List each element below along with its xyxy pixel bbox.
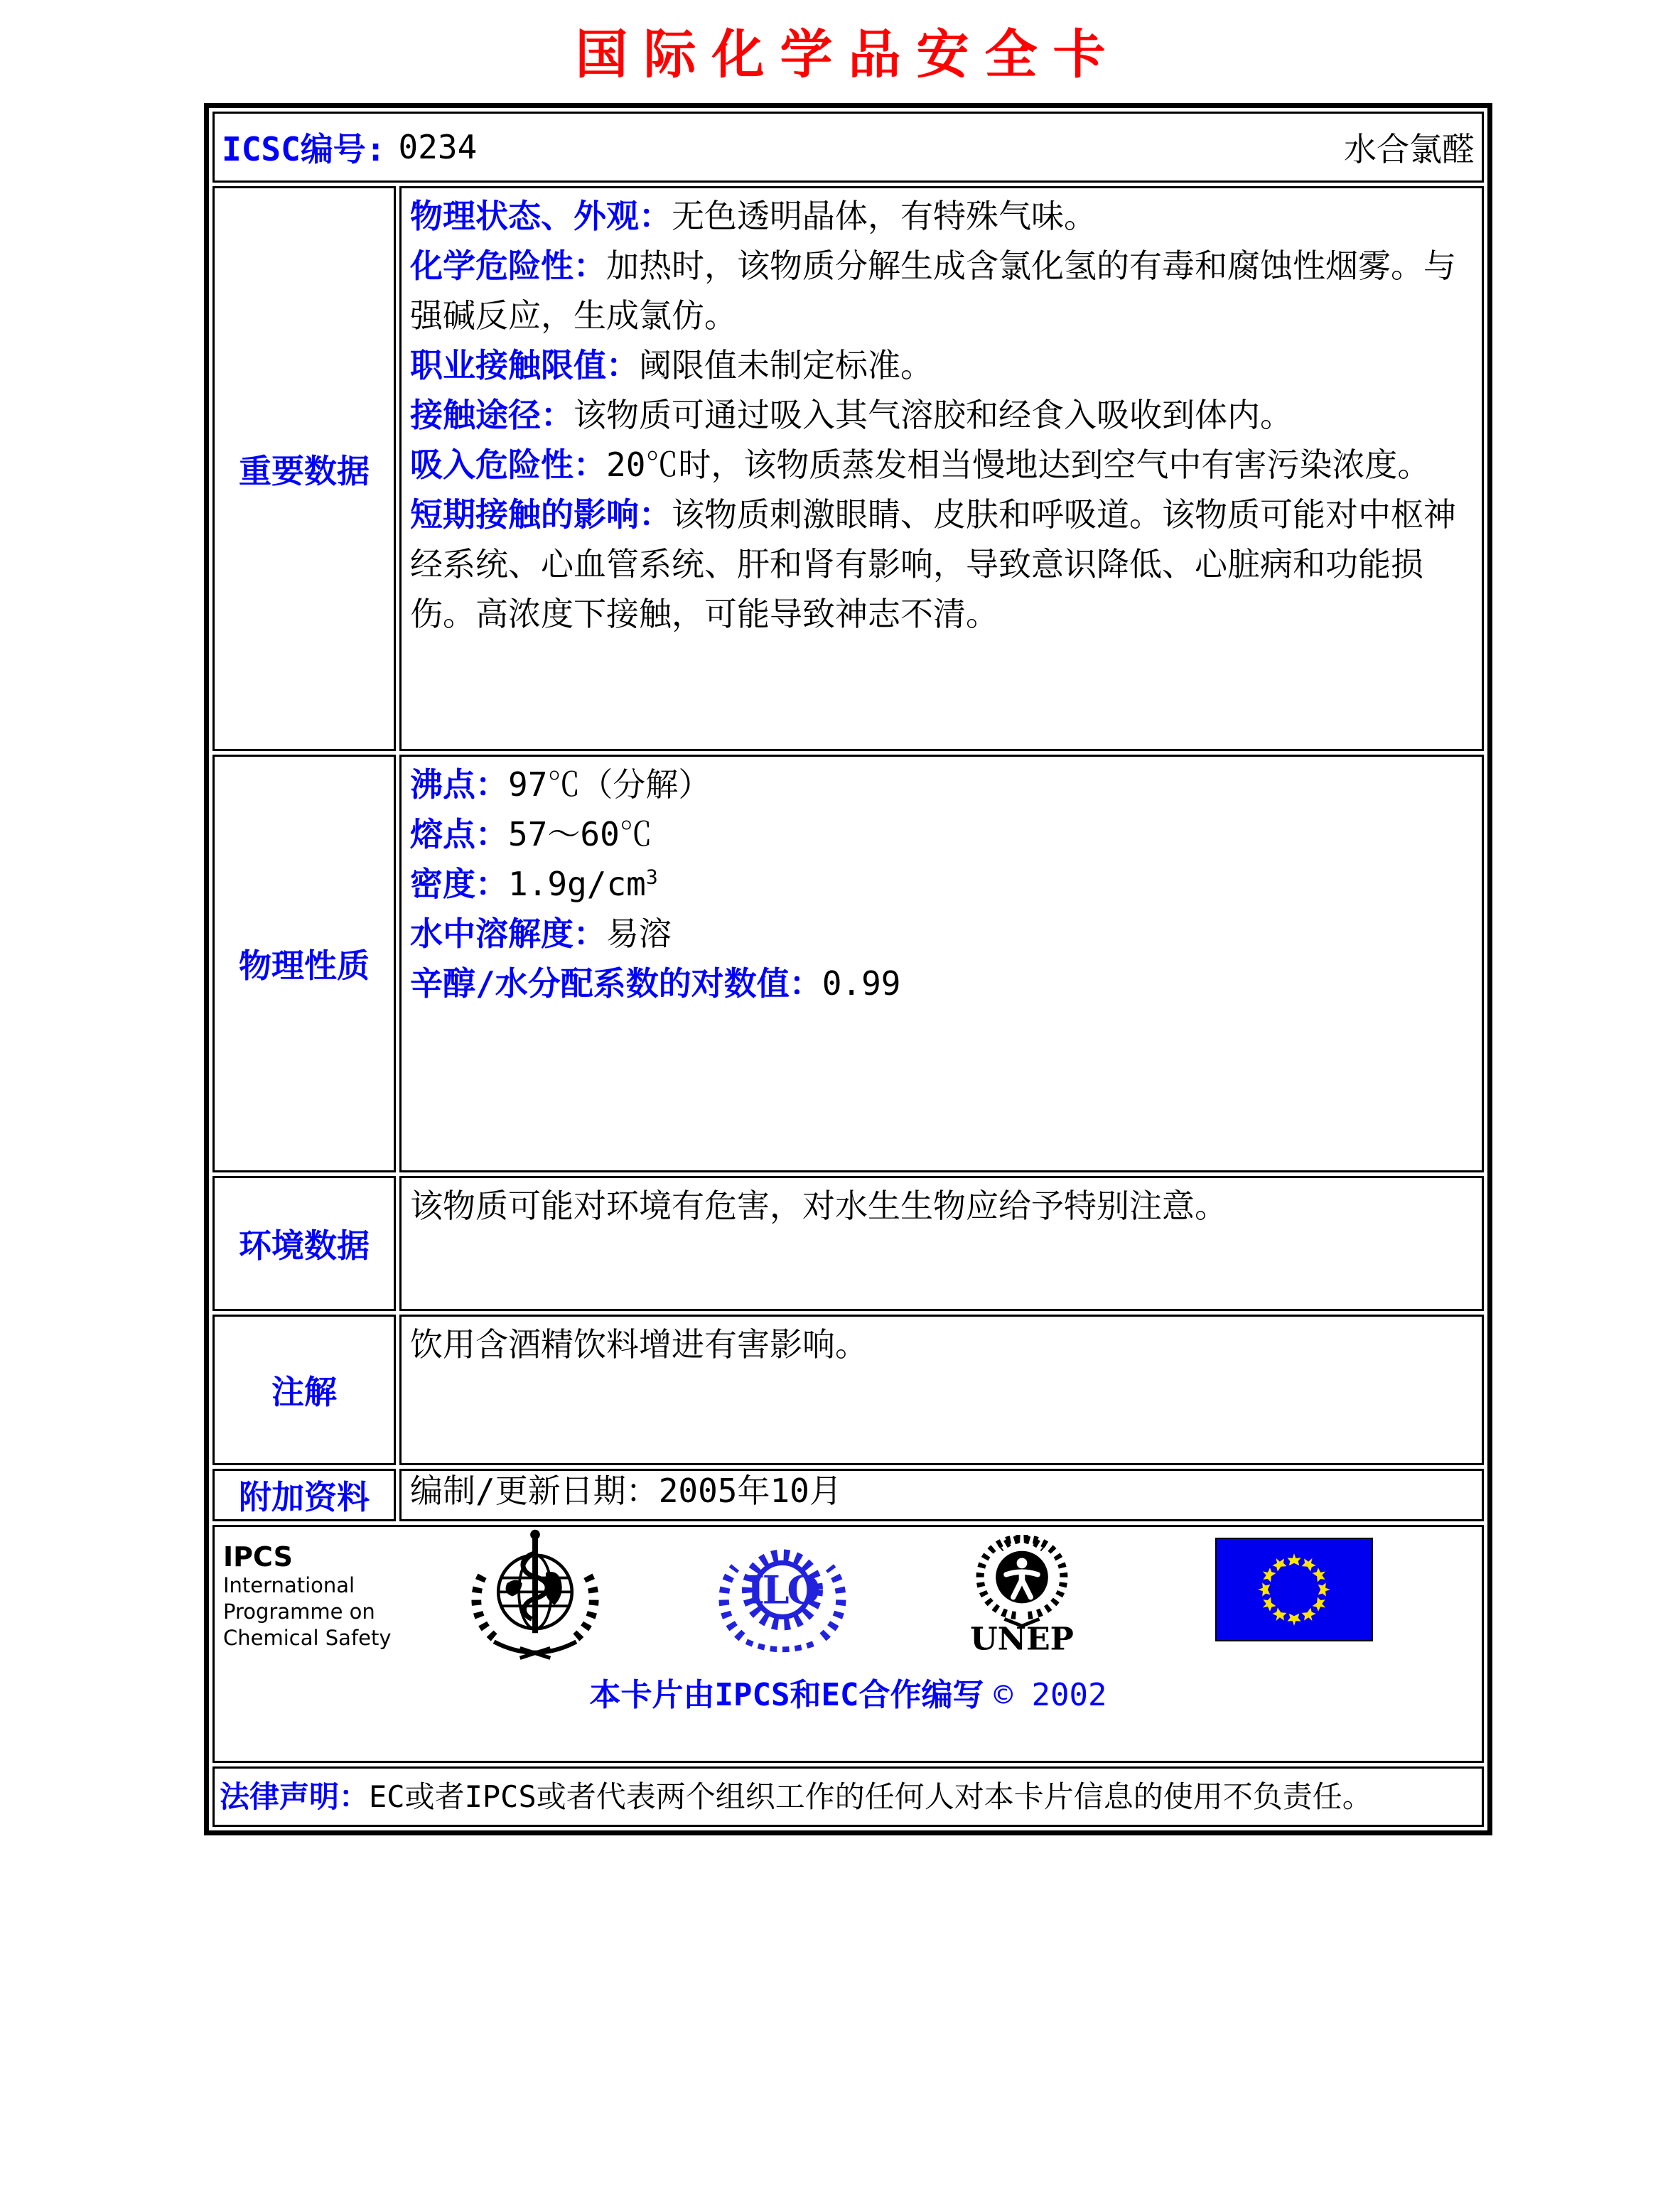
field-label: 短期接触的影响： — [410, 495, 672, 534]
field-label: 辛醇/水分配系数的对数值： — [410, 964, 822, 1003]
cooperation-caption — [215, 1669, 1482, 1715]
field-label: 物理状态、外观： — [410, 197, 672, 235]
header-cell — [212, 112, 1484, 183]
row-label-notes: 注解 — [212, 1315, 396, 1465]
icsc-number-value: 0234 — [398, 128, 478, 166]
row-label-important-data: 重要数据 — [212, 186, 396, 751]
notes-text: 饮用含酒精饮料增进有害影响。 — [410, 1325, 868, 1364]
field-octanol-water-partition — [410, 959, 1473, 1008]
row-label-additional-info: 附加资料 — [212, 1469, 396, 1521]
update-date-text: 编制/更新日期：2005年10月 — [410, 1472, 842, 1510]
ilo-logo-text: ILO — [746, 1567, 819, 1613]
important-data-content — [399, 186, 1484, 751]
field-value: 97℃（分解） — [508, 765, 711, 804]
field-physical-state — [410, 191, 1473, 241]
field-value: 加热时，该物质分解生成含氯化氢的有毒和腐蚀性烟雾。与强碱反应，生成氯仿。 — [410, 247, 1456, 335]
who-logo-icon — [469, 1527, 601, 1668]
caption-year: © 2002 — [994, 1677, 1107, 1713]
field-value: 易溶 — [606, 915, 672, 953]
field-value: 阈限值未制定标准。 — [639, 346, 933, 384]
row-label-environmental-data: 环境数据 — [212, 1176, 396, 1311]
environmental-data-row — [212, 1176, 1484, 1311]
unep-logo-text: UNEP — [970, 1621, 1074, 1656]
ipcs-line1: International — [223, 1573, 355, 1597]
caption-text: 本卡片由IPCS和EC合作编写 — [589, 1677, 984, 1713]
physical-properties-row — [212, 755, 1484, 1172]
eu-flag-icon — [1215, 1538, 1373, 1641]
field-melting-point — [410, 809, 1473, 859]
important-data-row — [212, 186, 1484, 751]
field-inhalation-risk — [410, 440, 1473, 490]
row-label-physical-properties: 物理性质 — [212, 755, 396, 1172]
field-boiling-point — [410, 760, 1473, 809]
field-value: 57～60℃ — [508, 815, 652, 853]
field-label: 接触途径： — [410, 396, 574, 434]
additional-info-content — [399, 1469, 1484, 1521]
field-label: 水中溶解度： — [410, 915, 606, 953]
field-label: 吸入危险性： — [410, 446, 606, 484]
field-value — [508, 865, 658, 903]
field-chemical-hazard — [410, 241, 1473, 340]
environmental-data-content — [399, 1176, 1484, 1311]
logos-cell — [212, 1525, 1484, 1763]
ilo-logo-icon — [715, 1529, 850, 1658]
physical-properties-content — [399, 755, 1484, 1172]
field-water-solubility — [410, 909, 1473, 959]
additional-info-row — [212, 1469, 1484, 1521]
density-value: 1.9g/cm — [508, 865, 646, 903]
field-label: 熔点： — [410, 815, 508, 853]
field-occupational-exposure-limit — [410, 340, 1473, 390]
icsc-table — [204, 103, 1492, 1835]
field-value: 无色透明晶体，有特殊气味。 — [672, 197, 1097, 235]
ipcs-acronym: IPCS — [223, 1541, 293, 1572]
page-title: 国际化学品安全卡 — [575, 24, 1121, 85]
field-value: 0.99 — [822, 964, 901, 1003]
field-short-term-effects — [410, 490, 1473, 639]
unep-logo-icon — [965, 1529, 1079, 1656]
field-label: 沸点： — [410, 765, 508, 804]
field-value: 该物质刺激眼睛、皮肤和呼吸道。该物质可能对中枢神经系统、心血管系统、肝和肾有影响，导致意识降低、心脏病和功能损伤。高浓度下接触，可能导致神志不清。 — [410, 495, 1456, 633]
logos-row — [212, 1525, 1484, 1763]
density-exponent: 3 — [645, 865, 658, 889]
ipcs-text-block — [223, 1541, 392, 1651]
legal-notice-text: EC或者IPCS或者代表两个组织工作的任何人对本卡片信息的使用不负责任。 — [369, 1779, 1372, 1814]
ipcs-line2: Programme on — [223, 1599, 375, 1624]
ipcs-line3: Chemical Safety — [223, 1626, 392, 1650]
header-row — [212, 112, 1484, 183]
legal-cell — [212, 1766, 1484, 1827]
legal-row — [212, 1766, 1484, 1827]
legal-notice-label: 法律声明： — [220, 1779, 370, 1814]
field-value: 20℃时，该物质蒸发相当慢地达到空气中有害污染浓度。 — [606, 446, 1431, 484]
field-exposure-routes — [410, 390, 1473, 440]
notes-content — [399, 1315, 1484, 1465]
field-value: 该物质可通过吸入其气溶胶和经食入吸收到体内。 — [574, 396, 1293, 434]
icsc-number-label: ICSC编号: — [222, 130, 386, 168]
field-label: 化学危险性： — [410, 247, 606, 285]
field-density — [410, 859, 1473, 909]
field-label: 职业接触限值： — [410, 346, 639, 384]
environmental-data-text: 该物质可能对环境有危害，对水生生物应给予特别注意。 — [410, 1187, 1227, 1225]
substance-name: 水合氯醛 — [1344, 130, 1475, 168]
notes-row — [212, 1315, 1484, 1465]
field-label: 密度： — [410, 865, 508, 903]
